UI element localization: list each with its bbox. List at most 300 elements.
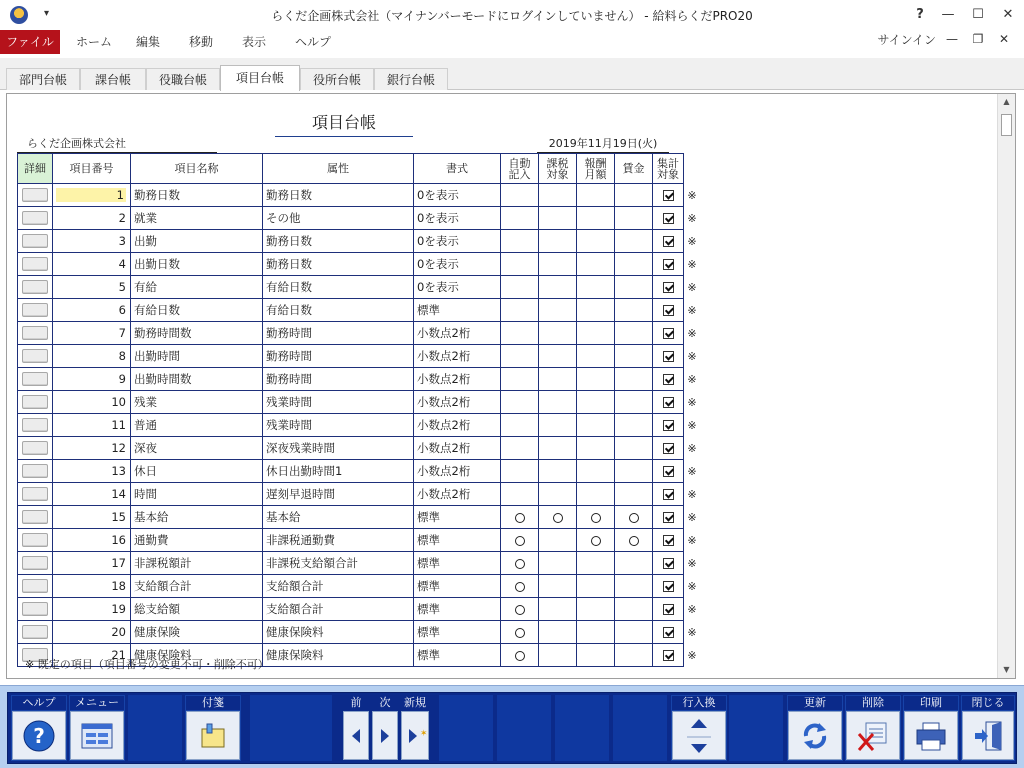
table-row[interactable]: [18, 460, 684, 483]
attribute-cell[interactable]: 遅刻早退時間: [263, 483, 414, 506]
item-number-cell[interactable]: 14: [53, 483, 131, 506]
attribute-cell[interactable]: 勤務日数: [263, 230, 414, 253]
wage-cell[interactable]: [615, 437, 653, 460]
wage-cell[interactable]: [615, 598, 653, 621]
total-target-checkbox[interactable]: [663, 443, 674, 454]
wage-cell[interactable]: [615, 230, 653, 253]
total-target-cell[interactable]: [653, 437, 684, 460]
attribute-cell[interactable]: 勤務日数: [263, 253, 414, 276]
tab-position-ledger[interactable]: 役職台帳: [146, 68, 220, 90]
auto-entry-cell[interactable]: [501, 184, 539, 207]
item-number-cell[interactable]: 4: [53, 253, 131, 276]
monthly-pay-cell[interactable]: [577, 575, 615, 598]
row-swap-button[interactable]: [671, 695, 727, 761]
item-number-cell[interactable]: 21: [53, 644, 131, 667]
taxable-cell[interactable]: [539, 460, 577, 483]
item-number-cell[interactable]: 12: [53, 437, 131, 460]
total-target-cell[interactable]: [653, 345, 684, 368]
print-button[interactable]: [903, 695, 959, 761]
wage-cell[interactable]: [615, 184, 653, 207]
total-target-cell[interactable]: [653, 299, 684, 322]
total-target-checkbox[interactable]: [663, 190, 674, 201]
wage-cell[interactable]: [615, 207, 653, 230]
attribute-cell[interactable]: 支給額合計: [263, 598, 414, 621]
next-button[interactable]: [371, 695, 399, 761]
total-target-cell[interactable]: [653, 552, 684, 575]
footnote: ※ 既定の項目（項目番号の変更不可・削除不可）: [25, 658, 269, 671]
auto-entry-cell[interactable]: [501, 322, 539, 345]
taxable-cell[interactable]: [539, 253, 577, 276]
total-target-checkbox[interactable]: [663, 489, 674, 500]
taxable-cell[interactable]: [539, 414, 577, 437]
tab-item-ledger[interactable]: 項目台帳: [220, 65, 300, 91]
format-cell[interactable]: 標準: [414, 529, 501, 552]
default-item-marker: ※: [687, 373, 697, 386]
close-button[interactable]: [961, 695, 1015, 761]
taxable-cell[interactable]: [539, 368, 577, 391]
table-row[interactable]: [18, 437, 684, 460]
format-cell[interactable]: 標準: [414, 644, 501, 667]
wage-cell[interactable]: [615, 529, 653, 552]
taxable-cell[interactable]: [539, 575, 577, 598]
wage-cell[interactable]: [615, 276, 653, 299]
item-number-cell[interactable]: 10: [53, 391, 131, 414]
tab-bank-ledger[interactable]: 銀行台帳: [374, 68, 448, 90]
taxable-cell[interactable]: [539, 391, 577, 414]
taxable-cell[interactable]: [539, 621, 577, 644]
monthly-pay-cell[interactable]: [577, 253, 615, 276]
monthly-pay-cell[interactable]: [577, 276, 615, 299]
detail-button[interactable]: [22, 211, 48, 225]
table-row[interactable]: [18, 322, 684, 345]
detail-button[interactable]: [22, 579, 48, 593]
format-cell[interactable]: 0を表示: [414, 184, 501, 207]
table-row[interactable]: [18, 368, 684, 391]
tab-department-ledger[interactable]: 部門台帳: [6, 68, 80, 90]
attribute-cell[interactable]: 有給日数: [263, 276, 414, 299]
attribute-cell[interactable]: 残業時間: [263, 391, 414, 414]
wage-cell[interactable]: [615, 575, 653, 598]
auto-entry-cell[interactable]: [501, 230, 539, 253]
sticky-note-button[interactable]: [185, 695, 241, 761]
table-row[interactable]: [18, 483, 684, 506]
item-number-cell[interactable]: 8: [53, 345, 131, 368]
item-name-cell[interactable]: 非課税額計: [131, 552, 263, 575]
monthly-pay-cell[interactable]: [577, 621, 615, 644]
total-target-checkbox[interactable]: [663, 650, 674, 661]
wage-cell[interactable]: [615, 460, 653, 483]
empty-slot: [439, 695, 493, 761]
table-row[interactable]: [18, 345, 684, 368]
ribbon-close-button[interactable]: ✕: [998, 32, 1010, 46]
wage-cell[interactable]: [615, 391, 653, 414]
wage-cell[interactable]: [615, 621, 653, 644]
item-number-cell[interactable]: 2: [53, 207, 131, 230]
total-target-cell[interactable]: [653, 575, 684, 598]
item-name-cell[interactable]: 通勤費: [131, 529, 263, 552]
new-button-label: 新規: [401, 696, 429, 710]
detail-button[interactable]: [22, 326, 48, 340]
attribute-cell[interactable]: 健康保険料: [263, 621, 414, 644]
auto-entry-cell[interactable]: [501, 644, 539, 667]
table-row[interactable]: [18, 184, 684, 207]
scroll-up-icon[interactable]: ▲: [1003, 97, 1010, 106]
taxable-cell[interactable]: [539, 276, 577, 299]
detail-button[interactable]: [22, 510, 48, 524]
item-number-cell[interactable]: 19: [53, 598, 131, 621]
auto-entry-cell[interactable]: [501, 414, 539, 437]
format-cell[interactable]: 0を表示: [414, 207, 501, 230]
menu-edit[interactable]: 編集: [136, 35, 161, 49]
format-cell[interactable]: 標準: [414, 506, 501, 529]
menu-file[interactable]: ファイル: [0, 30, 60, 54]
close-window-button[interactable]: ✕: [1002, 7, 1014, 22]
total-target-cell[interactable]: [653, 506, 684, 529]
taxable-cell[interactable]: [539, 529, 577, 552]
taxable-cell[interactable]: [539, 552, 577, 575]
signin-link[interactable]: サインイン: [877, 33, 936, 47]
new-button[interactable]: [400, 695, 430, 761]
delete-button-label: 削除: [846, 696, 900, 710]
menu-move[interactable]: 移動: [189, 35, 214, 49]
auto-entry-cell[interactable]: [501, 483, 539, 506]
detail-button[interactable]: [22, 257, 48, 271]
table-row[interactable]: [18, 230, 684, 253]
total-target-cell[interactable]: [653, 598, 684, 621]
table-row[interactable]: [18, 575, 684, 598]
total-target-cell[interactable]: [653, 253, 684, 276]
wage-cell[interactable]: [615, 483, 653, 506]
monthly-pay-cell[interactable]: [577, 368, 615, 391]
format-cell[interactable]: 標準: [414, 575, 501, 598]
total-target-cell[interactable]: [653, 207, 684, 230]
item-name-cell[interactable]: 健康保険: [131, 621, 263, 644]
monthly-pay-cell[interactable]: [577, 391, 615, 414]
table-row[interactable]: [18, 506, 684, 529]
item-name-cell[interactable]: 出勤日数: [131, 253, 263, 276]
item-number-cell[interactable]: 7: [53, 322, 131, 345]
item-number-cell[interactable]: 6: [53, 299, 131, 322]
toolbar-panel: [7, 692, 1017, 764]
total-target-checkbox[interactable]: [663, 627, 674, 638]
item-name-cell[interactable]: 普通: [131, 414, 263, 437]
monthly-pay-cell[interactable]: [577, 552, 615, 575]
auto-entry-cell[interactable]: [501, 253, 539, 276]
format-cell[interactable]: 小数点2桁: [414, 437, 501, 460]
attribute-cell[interactable]: 残業時間: [263, 414, 414, 437]
total-target-checkbox[interactable]: [663, 558, 674, 569]
taxable-cell[interactable]: [539, 322, 577, 345]
wage-cell[interactable]: [615, 322, 653, 345]
format-cell[interactable]: 小数点2桁: [414, 345, 501, 368]
item-name-cell[interactable]: 深夜: [131, 437, 263, 460]
default-item-marker: ※: [687, 488, 697, 501]
item-name-cell[interactable]: 有給日数: [131, 299, 263, 322]
detail-button[interactable]: [22, 234, 48, 248]
item-number-cell[interactable]: 13: [53, 460, 131, 483]
detail-button[interactable]: [22, 349, 48, 363]
monthly-pay-cell[interactable]: [577, 460, 615, 483]
detail-button[interactable]: [22, 487, 48, 501]
total-target-cell[interactable]: [653, 184, 684, 207]
format-cell[interactable]: 標準: [414, 598, 501, 621]
format-cell[interactable]: 小数点2桁: [414, 391, 501, 414]
format-cell[interactable]: 小数点2桁: [414, 368, 501, 391]
total-target-checkbox[interactable]: [663, 374, 674, 385]
taxable-cell[interactable]: [539, 230, 577, 253]
item-number-cell[interactable]: 18: [53, 575, 131, 598]
attribute-cell[interactable]: 基本給: [263, 506, 414, 529]
auto-entry-cell[interactable]: [501, 299, 539, 322]
total-target-checkbox[interactable]: [663, 581, 674, 592]
attribute-cell[interactable]: 健康保険料: [263, 644, 414, 667]
item-name-cell[interactable]: 出勤: [131, 230, 263, 253]
scroll-down-icon[interactable]: ▼: [1003, 665, 1010, 674]
total-target-cell[interactable]: [653, 460, 684, 483]
wage-cell[interactable]: [615, 299, 653, 322]
detail-cell: [18, 483, 53, 506]
taxable-cell[interactable]: [539, 299, 577, 322]
item-name-cell[interactable]: 総支給額: [131, 598, 263, 621]
table-row[interactable]: [18, 276, 684, 299]
item-number-cell[interactable]: 15: [53, 506, 131, 529]
prev-button[interactable]: [342, 695, 370, 761]
detail-button[interactable]: [22, 441, 48, 455]
wage-cell[interactable]: [615, 253, 653, 276]
detail-button[interactable]: [22, 372, 48, 386]
item-number-cell[interactable]: 17: [53, 552, 131, 575]
taxable-cell[interactable]: [539, 598, 577, 621]
attribute-cell[interactable]: 勤務日数: [263, 184, 414, 207]
tab-section-ledger[interactable]: 課台帳: [80, 68, 146, 90]
help-button[interactable]: [11, 695, 67, 761]
monthly-pay-cell[interactable]: [577, 184, 615, 207]
item-number-cell[interactable]: 16: [53, 529, 131, 552]
menu-home[interactable]: ホーム: [76, 35, 113, 49]
attribute-cell[interactable]: 勤務時間: [263, 368, 414, 391]
detail-button[interactable]: [22, 188, 48, 202]
item-name-cell[interactable]: 勤務日数: [131, 184, 263, 207]
item-number-cell[interactable]: 11: [53, 414, 131, 437]
auto-entry-cell[interactable]: [501, 506, 539, 529]
table-row[interactable]: [18, 299, 684, 322]
detail-button[interactable]: [22, 395, 48, 409]
quick-access-dropdown-icon[interactable]: ▾: [44, 8, 50, 19]
item-name-cell[interactable]: 残業: [131, 391, 263, 414]
attribute-cell[interactable]: 有給日数: [263, 299, 414, 322]
item-name-cell[interactable]: 有給: [131, 276, 263, 299]
attribute-cell[interactable]: 支給額合計: [263, 575, 414, 598]
taxable-cell[interactable]: [539, 644, 577, 667]
total-target-cell[interactable]: [653, 621, 684, 644]
total-target-checkbox[interactable]: [663, 466, 674, 477]
update-button[interactable]: [787, 695, 843, 761]
format-cell[interactable]: 小数点2桁: [414, 414, 501, 437]
total-target-cell[interactable]: [653, 644, 684, 667]
total-target-cell[interactable]: [653, 368, 684, 391]
auto-entry-cell[interactable]: [501, 529, 539, 552]
circle-mark-icon: [515, 513, 525, 523]
monthly-pay-cell[interactable]: [577, 414, 615, 437]
total-target-checkbox[interactable]: [663, 213, 674, 224]
wage-cell[interactable]: [615, 414, 653, 437]
total-target-cell[interactable]: [653, 322, 684, 345]
total-target-checkbox[interactable]: [663, 328, 674, 339]
auto-entry-cell[interactable]: [501, 368, 539, 391]
auto-entry-cell[interactable]: [501, 207, 539, 230]
attribute-cell[interactable]: 休日出勤時間1: [263, 460, 414, 483]
table-row[interactable]: [18, 621, 684, 644]
total-target-checkbox[interactable]: [663, 305, 674, 316]
detail-button[interactable]: [22, 464, 48, 478]
wage-cell[interactable]: [615, 552, 653, 575]
wage-cell[interactable]: [615, 506, 653, 529]
auto-entry-cell[interactable]: [501, 437, 539, 460]
ribbon-minimize-button[interactable]: —: [946, 32, 958, 46]
taxable-cell[interactable]: [539, 184, 577, 207]
detail-button[interactable]: [22, 556, 48, 570]
item-name-cell[interactable]: 健康保険料: [131, 644, 263, 667]
tab-office-ledger[interactable]: 役所台帳: [300, 68, 374, 90]
vertical-scrollbar[interactable]: [997, 94, 1015, 678]
menu-view[interactable]: 表示: [242, 35, 267, 49]
default-item-marker: ※: [687, 580, 697, 593]
auto-entry-cell[interactable]: [501, 621, 539, 644]
svg-text:?: ?: [33, 723, 45, 748]
total-target-checkbox[interactable]: [663, 420, 674, 431]
wage-cell[interactable]: [615, 644, 653, 667]
item-name-cell[interactable]: 就業: [131, 207, 263, 230]
auto-entry-cell[interactable]: [501, 460, 539, 483]
table-row[interactable]: [18, 391, 684, 414]
detail-button[interactable]: [22, 303, 48, 317]
wage-cell[interactable]: [615, 345, 653, 368]
monthly-pay-cell[interactable]: [577, 322, 615, 345]
monthly-pay-cell[interactable]: [577, 483, 615, 506]
table-row[interactable]: [18, 253, 684, 276]
item-name-cell[interactable]: 支給額合計: [131, 575, 263, 598]
monthly-pay-cell[interactable]: [577, 437, 615, 460]
total-target-cell[interactable]: [653, 414, 684, 437]
taxable-cell[interactable]: [539, 437, 577, 460]
auto-entry-cell[interactable]: [501, 345, 539, 368]
header-detail: 詳細: [18, 154, 53, 184]
table-row[interactable]: [18, 414, 684, 437]
auto-entry-cell[interactable]: [501, 391, 539, 414]
monthly-pay-cell[interactable]: [577, 345, 615, 368]
attribute-cell[interactable]: その他: [263, 207, 414, 230]
minimize-button[interactable]: —: [941, 7, 955, 22]
total-target-cell[interactable]: [653, 391, 684, 414]
monthly-pay-cell[interactable]: [577, 598, 615, 621]
format-cell[interactable]: 標準: [414, 621, 501, 644]
total-target-checkbox[interactable]: [663, 259, 674, 270]
delete-button[interactable]: [845, 695, 901, 761]
item-number-cell[interactable]: 20: [53, 621, 131, 644]
total-target-cell[interactable]: [653, 483, 684, 506]
menu-button[interactable]: [69, 695, 125, 761]
total-target-checkbox[interactable]: [663, 397, 674, 408]
total-target-cell[interactable]: [653, 276, 684, 299]
item-number-cell[interactable]: [53, 184, 131, 207]
taxable-cell[interactable]: [539, 506, 577, 529]
attribute-cell[interactable]: 勤務時間: [263, 322, 414, 345]
auto-entry-cell[interactable]: [501, 276, 539, 299]
auto-entry-cell[interactable]: [501, 575, 539, 598]
scroll-thumb[interactable]: [1001, 114, 1012, 136]
detail-button[interactable]: [22, 418, 48, 432]
item-name-cell[interactable]: 時間: [131, 483, 263, 506]
monthly-pay-cell[interactable]: [577, 207, 615, 230]
empty-slot: [128, 695, 182, 761]
total-target-checkbox[interactable]: [663, 282, 674, 293]
table-row[interactable]: [18, 207, 684, 230]
total-target-cell[interactable]: [653, 230, 684, 253]
attribute-cell[interactable]: 深夜残業時間: [263, 437, 414, 460]
total-target-checkbox[interactable]: [663, 604, 674, 615]
ribbon-restore-button[interactable]: ❐: [972, 32, 984, 46]
item-name-cell[interactable]: 出勤時間数: [131, 368, 263, 391]
format-cell[interactable]: 小数点2桁: [414, 460, 501, 483]
monthly-pay-cell[interactable]: [577, 299, 615, 322]
total-target-checkbox[interactable]: [663, 236, 674, 247]
table-row[interactable]: [18, 529, 684, 552]
format-cell[interactable]: 小数点2桁: [414, 483, 501, 506]
total-target-cell[interactable]: [653, 529, 684, 552]
attribute-cell[interactable]: 勤務時間: [263, 345, 414, 368]
total-target-checkbox[interactable]: [663, 351, 674, 362]
monthly-pay-cell[interactable]: [577, 529, 615, 552]
detail-button[interactable]: [22, 280, 48, 294]
item-name-cell[interactable]: 出勤時間: [131, 345, 263, 368]
total-target-checkbox[interactable]: [663, 535, 674, 546]
selected-number-input[interactable]: 1: [56, 188, 126, 202]
auto-entry-cell[interactable]: [501, 552, 539, 575]
attribute-cell[interactable]: 非課税支給額合計: [263, 552, 414, 575]
table-row[interactable]: [18, 552, 684, 575]
wage-cell[interactable]: [615, 368, 653, 391]
format-cell[interactable]: 標準: [414, 552, 501, 575]
menu-help[interactable]: ヘルプ: [295, 35, 332, 49]
item-name-cell[interactable]: 勤務時間数: [131, 322, 263, 345]
format-cell[interactable]: 0を表示: [414, 253, 501, 276]
format-cell[interactable]: 標準: [414, 299, 501, 322]
format-cell[interactable]: 小数点2桁: [414, 322, 501, 345]
item-name-cell[interactable]: 基本給: [131, 506, 263, 529]
maximize-button[interactable]: ☐: [972, 7, 984, 22]
item-name-cell[interactable]: 休日: [131, 460, 263, 483]
item-number-cell[interactable]: 3: [53, 230, 131, 253]
taxable-cell[interactable]: [539, 207, 577, 230]
format-cell[interactable]: 0を表示: [414, 230, 501, 253]
auto-entry-cell[interactable]: [501, 598, 539, 621]
monthly-pay-cell[interactable]: [577, 230, 615, 253]
help-icon[interactable]: ?: [916, 7, 924, 22]
detail-button[interactable]: [22, 602, 48, 616]
attribute-cell[interactable]: 非課税通勤費: [263, 529, 414, 552]
taxable-cell[interactable]: [539, 345, 577, 368]
detail-button[interactable]: [22, 625, 48, 639]
item-number-cell[interactable]: 9: [53, 368, 131, 391]
detail-button[interactable]: [22, 533, 48, 547]
table-row[interactable]: [18, 598, 684, 621]
monthly-pay-cell[interactable]: [577, 506, 615, 529]
taxable-cell[interactable]: [539, 483, 577, 506]
monthly-pay-cell[interactable]: [577, 644, 615, 667]
total-target-checkbox[interactable]: [663, 512, 674, 523]
format-cell[interactable]: 0を表示: [414, 276, 501, 299]
item-number-cell[interactable]: 5: [53, 276, 131, 299]
